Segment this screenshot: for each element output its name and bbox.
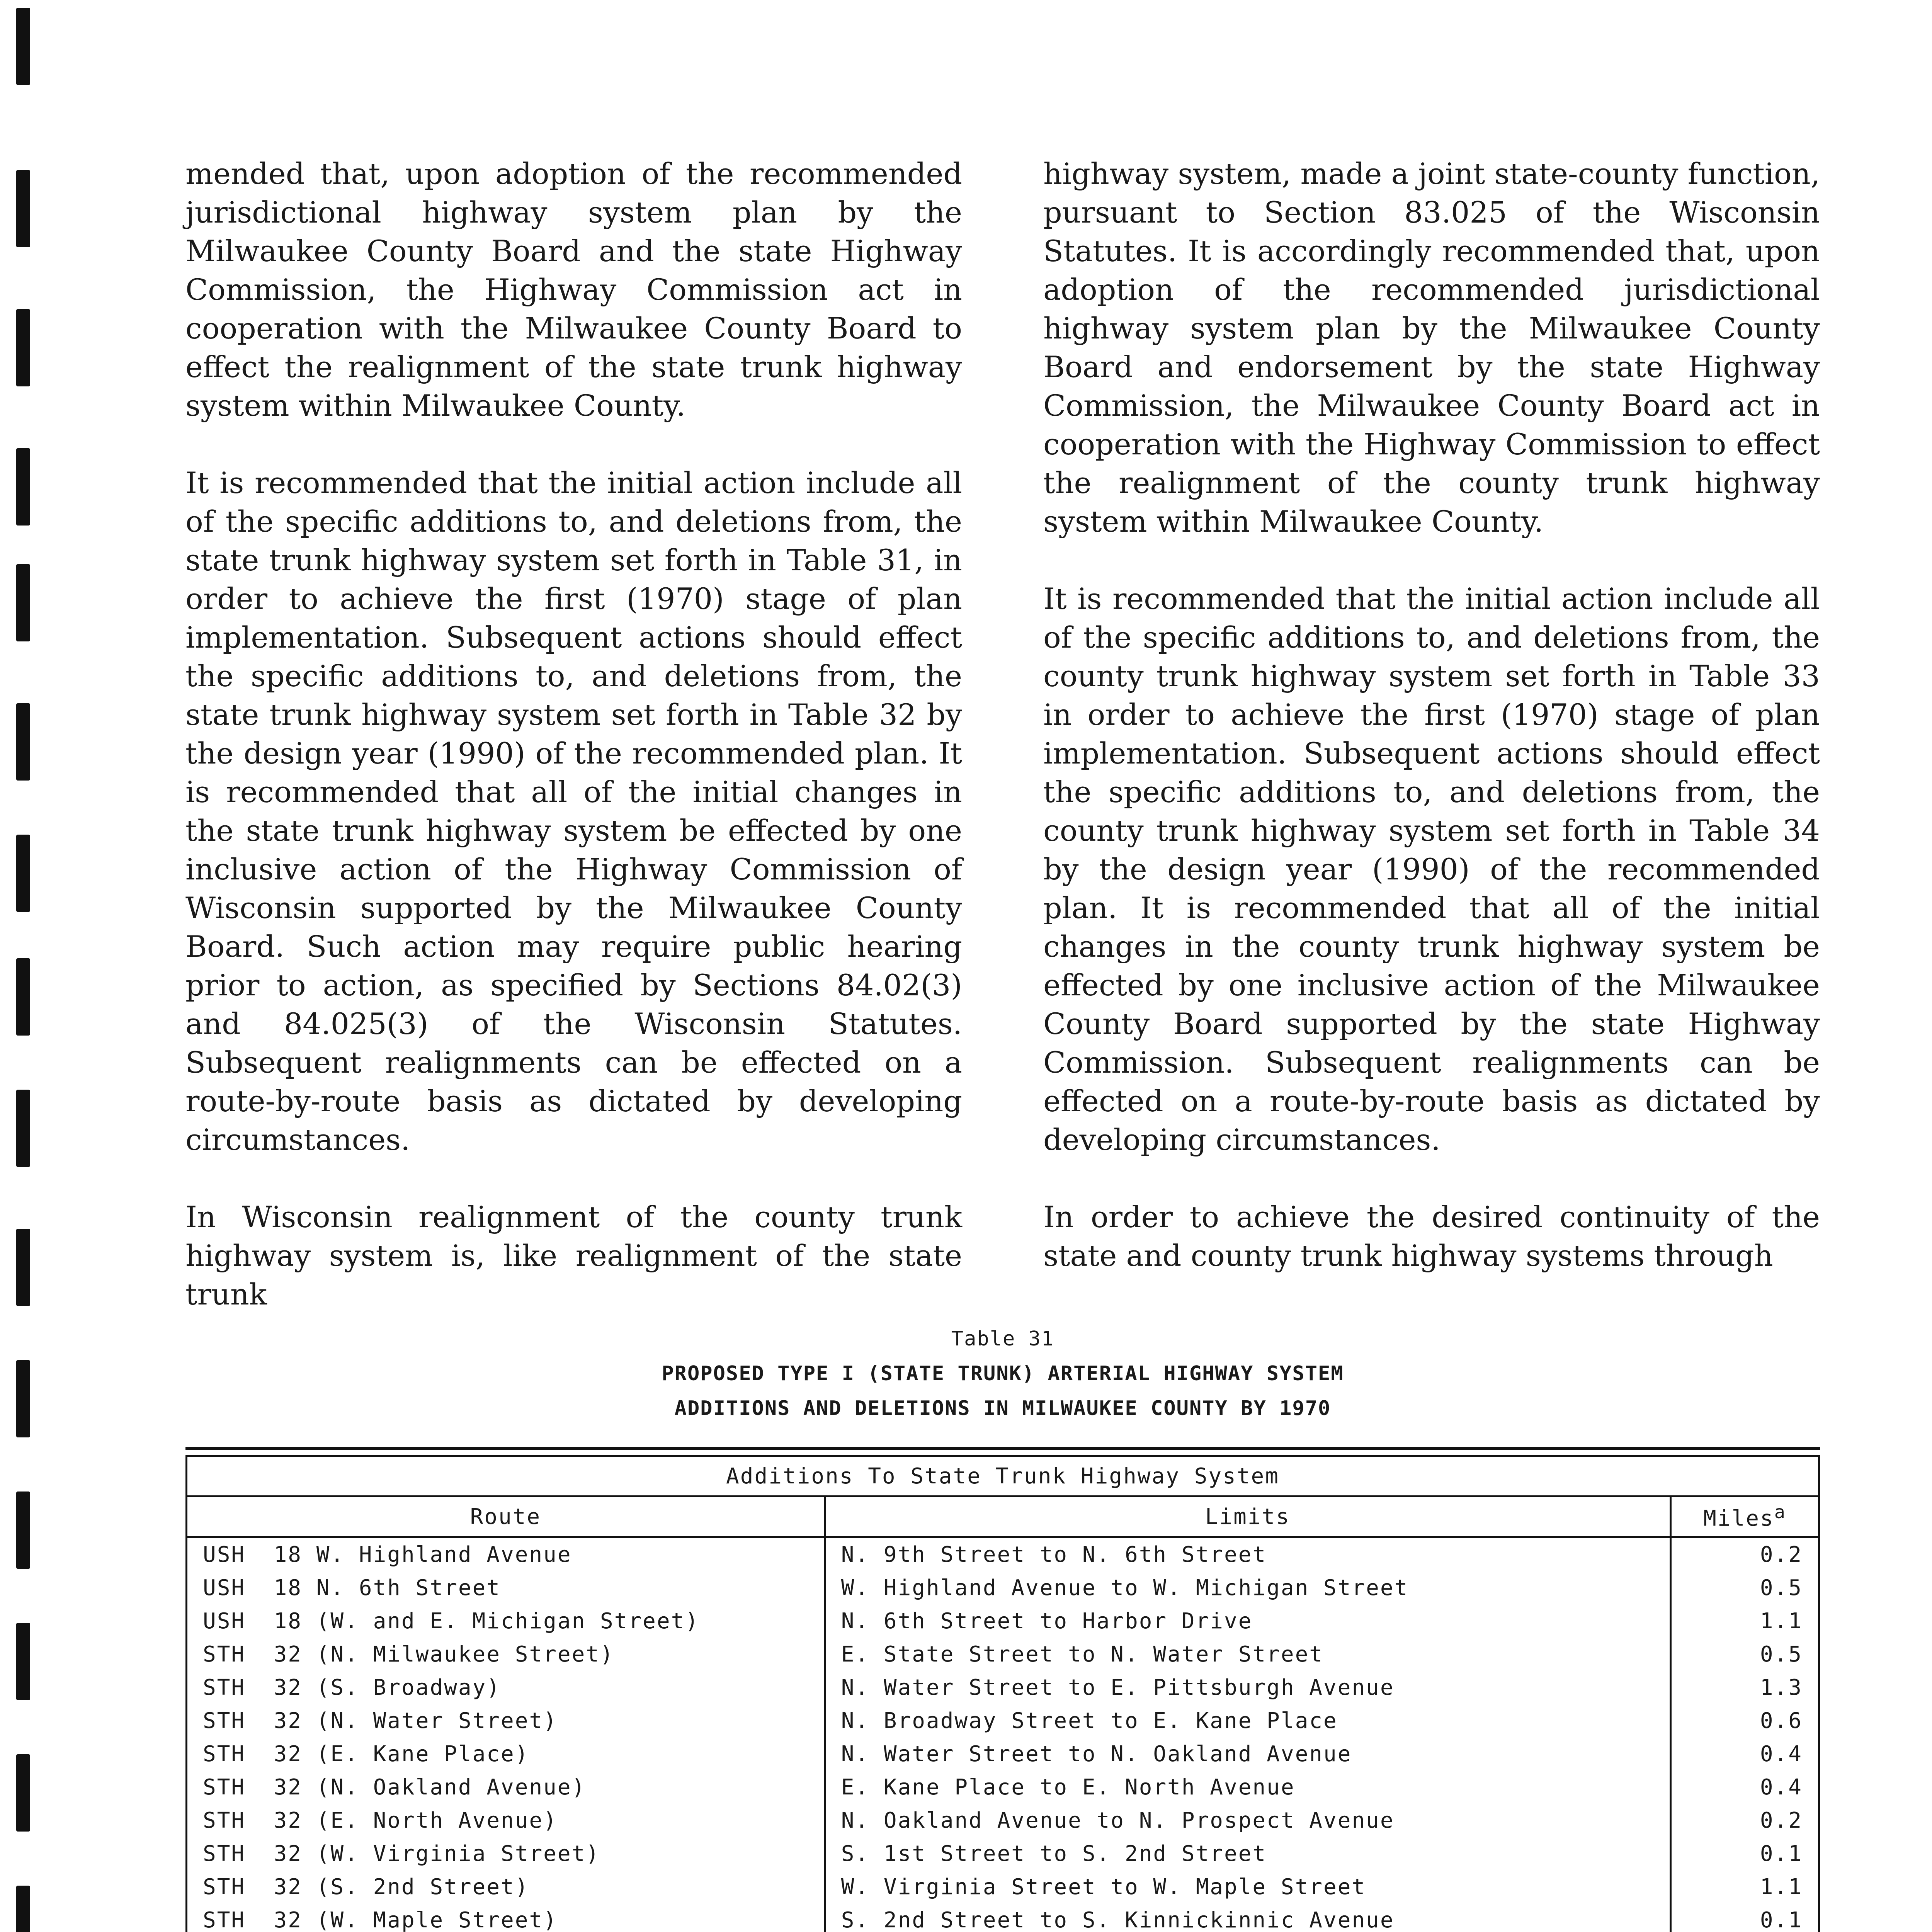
limits-text: N. Water Street to N. Oakland Avenue <box>841 1741 1352 1767</box>
right-column <box>1043 155 1820 1314</box>
limits-cell <box>825 1571 1670 1604</box>
limits-text: W. Highland Avenue to W. Michigan Street <box>841 1575 1409 1600</box>
miles-cell: 0.5 <box>1670 1638 1819 1671</box>
limits-cell <box>825 1770 1670 1804</box>
limits-text: S. 2nd Street to S. Kinnickinnic Avenue <box>841 1907 1395 1932</box>
route-cell: STH 32 (W. Virginia Street) <box>187 1837 825 1870</box>
miles-cell: 0.6 <box>1670 1704 1819 1737</box>
table-row <box>187 1804 1819 1837</box>
miles-cell: 0.1 <box>1670 1837 1819 1870</box>
left-paragraph-2: It is recommended that the initial action include all of the specific additions to, and deletions from, the state trunk highway system set forth in Table 31, in order to achieve the first (1970) stage of plan implementation. Subsequent actions should effect the specific additions to, and deletions from, the state trunk highway system set forth in Table 32 by the design year (1990) of the recommended plan. It is recommended that all of the initial changes in the state trunk highway system be effected by one inclusive action of the Highway Commission of Wisconsin supported by the Milwaukee County Board. Such action may require public hearing prior to action, as specified by Sections 84.02(3) and 84.025(3) of the Wisconsin Statutes. Subsequent realignments can be effected on a route-by-route basis as dictated by developing circumstances. <box>185 466 962 1157</box>
route-cell: USH 18 W. Highland Avenue <box>187 1537 825 1571</box>
table-row <box>187 1571 1819 1604</box>
route-cell: STH 32 (S. Broadway) <box>187 1671 825 1704</box>
binder-holes <box>16 0 34 1932</box>
route-cell: STH 32 (E. Kane Place) <box>187 1737 825 1770</box>
route-cell: USH 18 (W. and E. Michigan Street) <box>187 1604 825 1638</box>
route-cell: STH 32 (S. 2nd Street) <box>187 1870 825 1903</box>
limits-cell <box>825 1903 1670 1932</box>
table-title-line-2: ADDITIONS AND DELETIONS IN MILWAUKEE COUNTY BY 1970 <box>674 1397 1331 1420</box>
miles-cell: 0.1 <box>1670 1903 1819 1932</box>
column-header-miles <box>1670 1497 1819 1537</box>
table-row <box>187 1837 1819 1870</box>
limits-text: W. Virginia Street to W. Maple Street <box>841 1874 1366 1900</box>
limits-cell <box>825 1638 1670 1671</box>
left-paragraph-1: mended that, upon adoption of the recommended jurisdictional highway system plan by the Milwaukee County Board and the state Highway Commission, the Highway Commission act in cooperation with the Milwaukee County Board to effect the realignment of the state trunk highway system within Milwaukee County. <box>185 156 962 423</box>
limits-text: S. 1st Street to S. 2nd Street <box>841 1841 1267 1866</box>
column-header-miles-label: Miles <box>1703 1506 1774 1531</box>
table-row <box>187 1737 1819 1770</box>
limits-cell <box>825 1537 1670 1571</box>
miles-cell: 0.4 <box>1670 1737 1819 1770</box>
table-row <box>187 1704 1819 1737</box>
miles-cell: 0.2 <box>1670 1804 1819 1837</box>
table-number: Table 31 <box>951 1327 1054 1350</box>
limits-text: E. State Street to N. Water Street <box>841 1641 1324 1667</box>
limits-text: N. Broadway Street to E. Kane Place <box>841 1708 1338 1733</box>
table-caption <box>185 1321 1820 1426</box>
limits-cell <box>825 1704 1670 1737</box>
limits-text: E. Kane Place to E. North Avenue <box>841 1774 1295 1800</box>
miles-cell: 0.4 <box>1670 1770 1819 1804</box>
table-row <box>187 1870 1819 1903</box>
route-cell: USH 18 N. 6th Street <box>187 1571 825 1604</box>
table-row <box>187 1770 1819 1804</box>
right-paragraph-2: It is recommended that the initial action include all of the specific additions to, and deletions from, the county trunk highway system set forth in Table 33 in order to achieve the first (1970) stage of plan implementation. Subsequent actions should effect the specific additions to, and deletions from, the county trunk highway system set forth in Table 34 by the design year (1990) of the recommended plan. It is recommended that all of the initial changes in the county trunk highway system be effected by one inclusive action of the Milwaukee County Board supported by the state Highway Commission. Subsequent realignments can be effected on a route-by-route basis as dictated by developing circumstances. <box>1043 582 1820 1157</box>
column-header-route: Route <box>187 1497 825 1537</box>
miles-cell: 1.1 <box>1670 1604 1819 1638</box>
limits-cell <box>825 1671 1670 1704</box>
miles-cell: 1.1 <box>1670 1870 1819 1903</box>
table-title-line-1: PROPOSED TYPE I (STATE TRUNK) ARTERIAL HIGHWAY SYSTEM <box>662 1362 1344 1385</box>
limits-cell <box>825 1604 1670 1638</box>
miles-cell: 0.5 <box>1670 1571 1819 1604</box>
right-paragraph-1: highway system, made a joint state-county function, pursuant to Section 83.025 of the Wisconsin Statutes. It is accordingly recommended that, upon adoption of the recommended jurisdictional highway system plan by the Milwaukee County Board and endorsement by the state Highway Commission, the Milwaukee County Board act in cooperation with the Highway Commission to effect the realignment of the county trunk highway system within Milwaukee County. <box>1043 156 1820 539</box>
route-cell: STH 32 (W. Maple Street) <box>187 1903 825 1932</box>
route-cell: STH 32 (N. Oakland Avenue) <box>187 1770 825 1804</box>
limits-text: N. Water Street to E. Pittsburgh Avenue <box>841 1675 1395 1700</box>
limits-cell <box>825 1737 1670 1770</box>
route-cell: STH 32 (N. Water Street) <box>187 1704 825 1737</box>
table-body <box>187 1537 1819 1932</box>
table-row <box>187 1604 1819 1638</box>
limits-cell <box>825 1870 1670 1903</box>
table-row <box>187 1638 1819 1671</box>
table-section-header: Additions To State Trunk Highway System <box>187 1456 1819 1497</box>
route-cell: STH 32 (E. North Avenue) <box>187 1804 825 1837</box>
table-row <box>187 1537 1819 1571</box>
limits-text: N. 6th Street to Harbor Drive <box>841 1608 1253 1634</box>
route-cell: STH 32 (N. Milwaukee Street) <box>187 1638 825 1671</box>
miles-cell: 1.3 <box>1670 1671 1819 1704</box>
right-paragraph-3: In order to achieve the desired continuity of the state and county trunk highway systems through <box>1043 1200 1820 1273</box>
left-column <box>185 155 962 1352</box>
left-paragraph-3: In Wisconsin realignment of the county trunk highway system is, like realignment of the state trunk <box>185 1200 962 1311</box>
column-header-limits: Limits <box>825 1497 1670 1537</box>
limits-text: N. 9th Street to N. 6th Street <box>841 1542 1267 1567</box>
miles-footnote-marker: a <box>1774 1502 1786 1523</box>
limits-text: N. Oakland Avenue to N. Prospect Avenue <box>841 1808 1395 1833</box>
table-row <box>187 1671 1819 1704</box>
miles-cell: 0.2 <box>1670 1537 1819 1571</box>
limits-cell <box>825 1837 1670 1870</box>
limits-cell <box>825 1804 1670 1837</box>
table-31 <box>185 1447 1820 1932</box>
table-row <box>187 1903 1819 1932</box>
